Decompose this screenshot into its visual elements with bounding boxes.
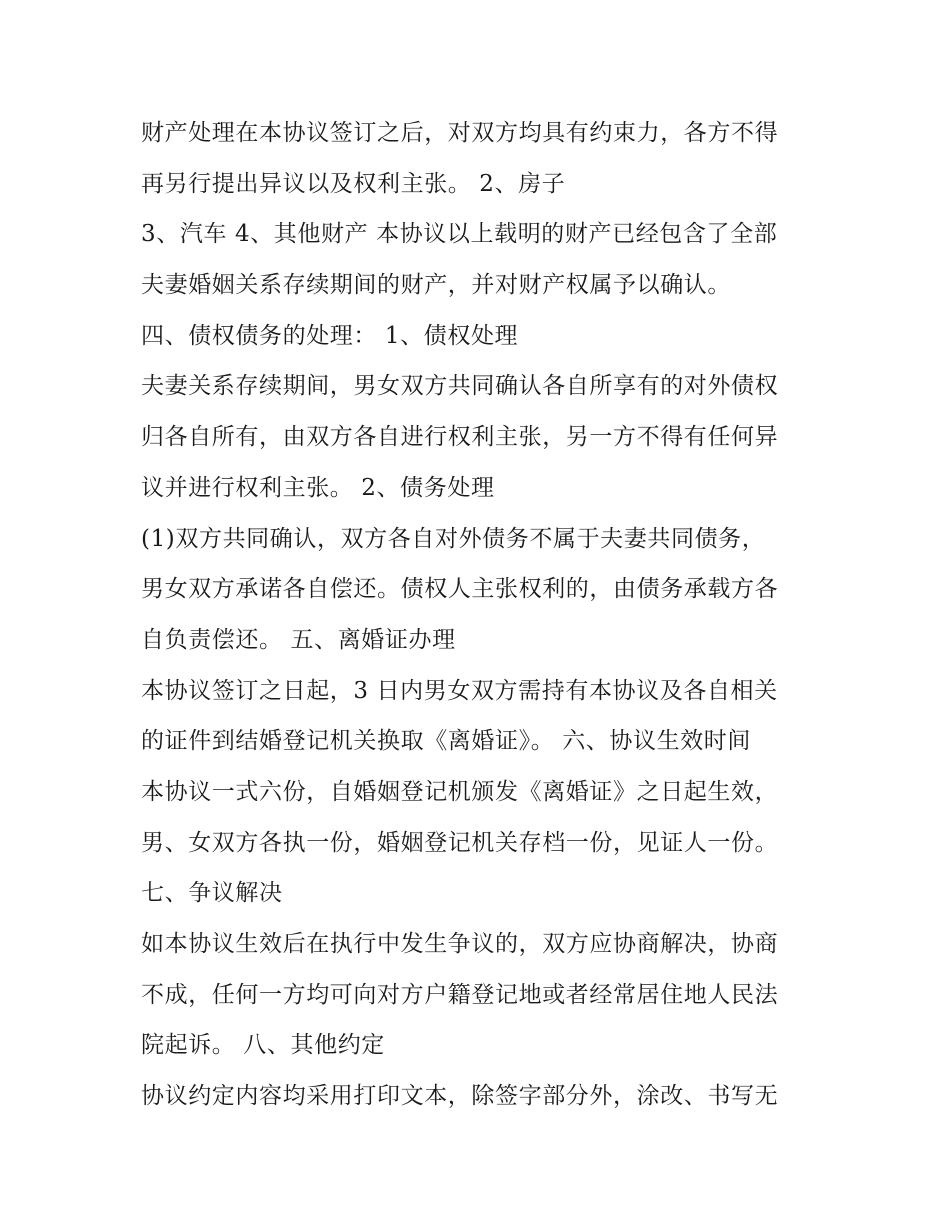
text-line: (1)双方共同确认，双方各自对外债务不属于夫妻共同债务，: [141, 525, 766, 552]
text-line: 不成，任何一方均可向对方户籍登记地或者经常居住地人民法: [141, 981, 779, 1008]
text-line: 协议约定内容均采用打印文本，除签字部分外，涂改、书写无: [141, 1083, 779, 1110]
text-line: 自负责偿还。 五、离婚证办理: [141, 626, 456, 653]
text-line: 3、汽车 4、其他财产 本协议以上载明的财产已经包含了全部: [141, 221, 778, 248]
section-heading-disputes: 七、争议解决: [141, 880, 283, 907]
text-line: 归各自所有，由双方各自进行权利主张，另一方不得有任何异: [141, 424, 779, 451]
text-line: 男、女双方各执一份，婚姻登记机关存档一份，见证人一份。: [141, 829, 779, 856]
text-line: 男女双方承诺各自偿还。债权人主张权利的，由债务承载方各: [141, 576, 779, 603]
section-heading-debts: 四、债权债务的处理： 1、债权处理: [141, 322, 519, 349]
text-line: 本协议签订之日起，3 日内男女双方需持有本协议及各自相关: [141, 677, 778, 704]
text-line: 议并进行权利主张。 2、债务处理: [141, 474, 495, 501]
text-line: 本协议一式六份，自婚姻登记机颁发《离婚证》之日起生效，: [141, 778, 779, 805]
text-line: 如本协议生效后在执行中发生争议的，双方应协商解决，协商: [141, 931, 779, 957]
text-line: 再另行提出异议以及权利主张。 2、房子: [141, 170, 566, 197]
text-line: 院起诉。 八、其他约定: [141, 1032, 385, 1059]
document-body: [141, 108, 821, 1122]
text-line: 财产处理在本协议签订之后，对双方均具有约束力，各方不得: [141, 120, 779, 146]
text-line: 夫妻关系存续期间，男女双方共同确认各自所享有的对外债权: [141, 373, 779, 400]
text-line: 的证件到结婚登记机关换取《离婚证》。 六、协议生效时间: [141, 728, 752, 755]
text-line: 夫妻婚姻关系存续期间的财产，并对财产权属予以确认。: [141, 272, 731, 299]
